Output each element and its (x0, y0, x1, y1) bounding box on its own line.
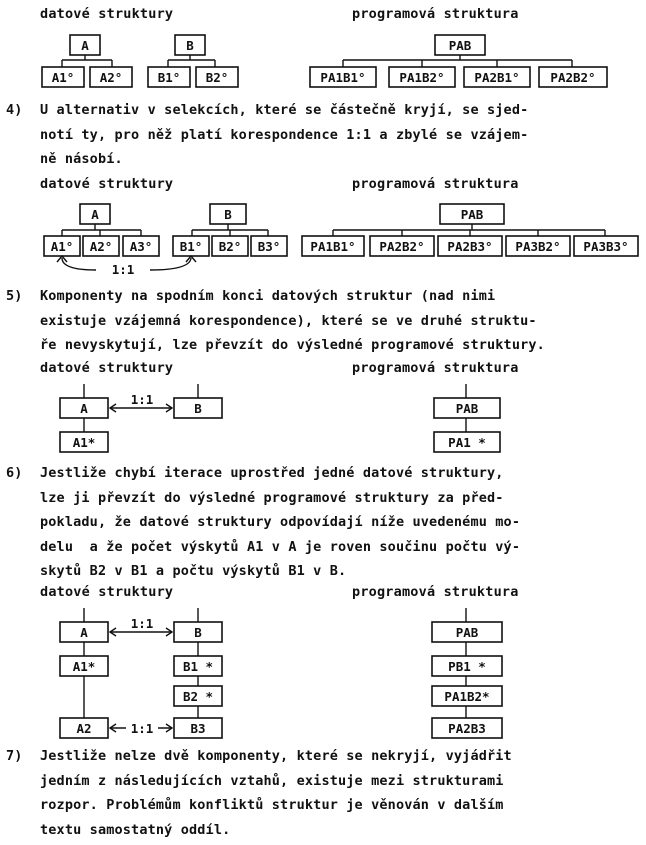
paragraph-7 (40, 744, 512, 842)
text-line: notí ty, pro něž platí korespondence 1:1 a zbylé se vzájem- (40, 126, 529, 143)
node-label: PB1 * (448, 659, 486, 674)
node-label: B2° (205, 70, 229, 85)
node-label: PA1B2° (399, 70, 445, 85)
node-label: PAB (455, 401, 479, 416)
node-label: A3° (129, 239, 153, 254)
correspondence-label: 1:1 (130, 616, 154, 631)
node-label: B (194, 625, 202, 640)
paragraph-number-4: 4) (6, 102, 23, 118)
node-label: B2° (218, 239, 242, 254)
node-label: PA2B1° (474, 70, 520, 85)
header-program-structure-4: programová struktura (352, 584, 519, 600)
paragraph-number-6: 6) (6, 465, 23, 481)
node-label: PA2B3° (447, 239, 493, 254)
header-program-structure-2: programová struktura (352, 176, 519, 192)
node-label: B2 * (182, 689, 214, 704)
text-line: jedním z následujících vztahů, existuje mezi strukturami (40, 772, 504, 789)
text-line: Jestliže nelze dvě komponenty, které se nekryjí, vyjádřit (40, 748, 512, 764)
text-line: rozpor. Problémům konfliktů struktur je věnován v dalším (40, 797, 504, 813)
node-label: A (80, 401, 88, 416)
header-data-structures-1: datové struktury (40, 6, 174, 22)
text-line: skytů B2 v B1 a počtu výskytů B1 v B. (40, 563, 347, 579)
node-label: A1* (72, 435, 96, 450)
node-label: A1° (51, 70, 75, 85)
node-label: B (186, 38, 194, 53)
node-label: B1 * (182, 659, 214, 674)
text-line: Jestliže chybí iterace uprostřed jedné datové struktury, (40, 465, 504, 481)
correspondence-label: 1:1 (130, 721, 154, 736)
text-line: ně násobí. (40, 151, 123, 167)
text-line: ře nevyskytují, lze převzít do výsledné programové struktury. (40, 337, 545, 353)
node-label: PA1 * (448, 435, 486, 450)
header-program-structure-1: programová struktura (352, 6, 519, 22)
node-label: B (224, 207, 232, 222)
correspondence-label: 1:1 (111, 262, 135, 277)
node-label: PAB (455, 625, 479, 640)
text-line: textu samostatný oddíl. (40, 821, 231, 838)
node-label: A2° (89, 239, 113, 254)
node-label: A (81, 38, 89, 53)
node-label: B1° (157, 70, 181, 85)
header-program-structure-3: programová struktura (352, 360, 519, 376)
text-line: U alternativ v selekcích, které se částečně kryjí, se sjed- (40, 102, 529, 118)
node-label: PAB (448, 38, 472, 53)
header-data-structures-2: datové struktury (40, 176, 174, 192)
node-label: PAB (460, 207, 484, 222)
node-label: B3 (190, 721, 206, 736)
header-data-structures-3: datové struktury (40, 360, 174, 376)
header-data-structures-4: datové struktury (40, 584, 174, 600)
node-label: B (194, 401, 202, 416)
text-line: lze ji převzít do výsledné programové struktury za před- (40, 489, 504, 506)
node-label: PA1B2* (444, 689, 490, 704)
node-label: PA3B3° (583, 239, 629, 254)
node-label: A1° (50, 239, 74, 254)
node-label: PA2B2° (550, 70, 596, 85)
paragraph-number-5: 5) (6, 288, 23, 304)
node-label: PA1B1° (310, 239, 356, 254)
node-label: A (91, 207, 99, 222)
node-label: A2 (76, 721, 92, 736)
paragraph-number-7: 7) (6, 748, 23, 764)
text-line: pokladu, že datové struktury odpovídají níže uvedenému mo- (40, 514, 521, 530)
node-label: PA2B2° (379, 239, 425, 254)
text-line: existuje vzájemná korespondence), které se ve druhé struktu- (40, 312, 537, 329)
node-label: PA2B3 (448, 721, 486, 736)
node-label: PA3B2° (515, 239, 561, 254)
node-label: B1° (179, 239, 203, 254)
text-line: Komponenty na spodním konci datových struktur (nad nimi (40, 288, 496, 304)
text-line: delu a že počet výskytů A1 v A je roven součinu počtu vý- (40, 538, 521, 555)
node-label: A1* (72, 659, 96, 674)
correspondence-label: 1:1 (130, 392, 154, 407)
node-label: PA1B1° (320, 70, 366, 85)
node-label: A2° (99, 70, 123, 85)
node-label: B3° (257, 239, 281, 254)
node-label: A (80, 625, 88, 640)
